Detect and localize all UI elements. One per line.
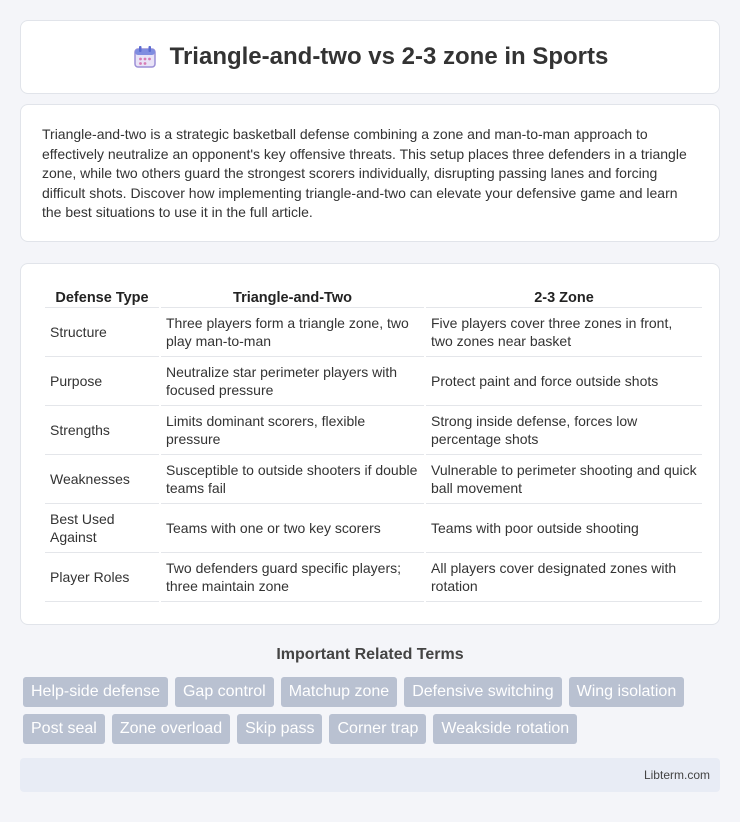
page-title: Triangle-and-two vs 2-3 zone in Sports — [169, 43, 609, 70]
related-term-tag[interactable]: Gap control — [175, 677, 274, 707]
table-cell: Vulnerable to perimeter shooting and quick ball movement — [426, 455, 702, 504]
related-term-tag[interactable]: Corner trap — [329, 714, 426, 744]
related-term-tag[interactable]: Help-side defense — [23, 677, 168, 707]
related-term-tag[interactable]: Zone overload — [112, 714, 230, 744]
related-term-tag[interactable]: Post seal — [23, 714, 105, 744]
table-row — [45, 406, 702, 455]
table-cell: Strengths — [45, 406, 159, 455]
table-cell: Teams with poor outside shooting — [426, 504, 702, 553]
column-header: Defense Type — [45, 284, 159, 308]
table-cell: Weaknesses — [45, 455, 159, 504]
related-term-tag[interactable]: Matchup zone — [281, 677, 398, 707]
related-terms — [23, 677, 723, 751]
table-cell: Best Used Against — [45, 504, 159, 553]
table-cell: Three players form a triangle zone, two play man-to-man — [161, 308, 424, 357]
table-header-row — [45, 284, 702, 308]
footer-brand-link[interactable]: Libterm.com — [643, 768, 710, 782]
tag-row — [23, 714, 723, 744]
table-cell: Limits dominant scorers, flexible pressure — [161, 406, 424, 455]
table-cell: Neutralize star perimeter players with focused pressure — [161, 357, 424, 406]
comparison-table-card — [20, 263, 720, 625]
intro-card — [20, 104, 720, 242]
table-cell: Two defenders guard specific players; three maintain zone — [161, 553, 424, 602]
table-row — [45, 553, 702, 602]
table-row — [45, 308, 702, 357]
table-row — [45, 357, 702, 406]
related-term-tag[interactable]: Weakside rotation — [433, 714, 577, 744]
table-cell: Strong inside defense, forces low percentage shots — [426, 406, 702, 455]
footer — [20, 758, 720, 792]
table-cell: All players cover designated zones with rotation — [426, 553, 702, 602]
table-cell: Player Roles — [45, 553, 159, 602]
intro-text: Triangle-and-two is a strategic basketball defense combining a zone and man-to-man approach to effectively neutralize an opponent's key offensive threats. This setup places three defenders in a triangle zone, while two others guard the strongest scorers individually, disrupting passing lanes and forcing difficult shots. Discover how implementing triangle-and-two can elevate your defensive game and learn the best situations to use it in the full article. — [42, 126, 687, 220]
related-term-tag[interactable]: Skip pass — [237, 714, 322, 744]
tag-row — [23, 677, 723, 707]
table-cell: Teams with one or two key scorers — [161, 504, 424, 553]
column-header: 2-3 Zone — [426, 284, 702, 308]
table-row — [45, 504, 702, 553]
related-terms-title: Important Related Terms — [276, 646, 464, 663]
column-header: Triangle-and-Two — [161, 284, 424, 308]
header-card — [20, 20, 720, 94]
related-term-tag[interactable]: Defensive switching — [404, 677, 561, 707]
table-row — [45, 455, 702, 504]
comparison-table — [43, 284, 704, 602]
related-term-tag[interactable]: Wing isolation — [569, 677, 685, 707]
calendar-icon — [132, 44, 158, 70]
table-cell: Susceptible to outside shooters if double teams fail — [161, 455, 424, 504]
table-cell: Purpose — [45, 357, 159, 406]
table-cell: Structure — [45, 308, 159, 357]
table-cell: Protect paint and force outside shots — [426, 357, 702, 406]
table-cell: Five players cover three zones in front, two zones near basket — [426, 308, 702, 357]
